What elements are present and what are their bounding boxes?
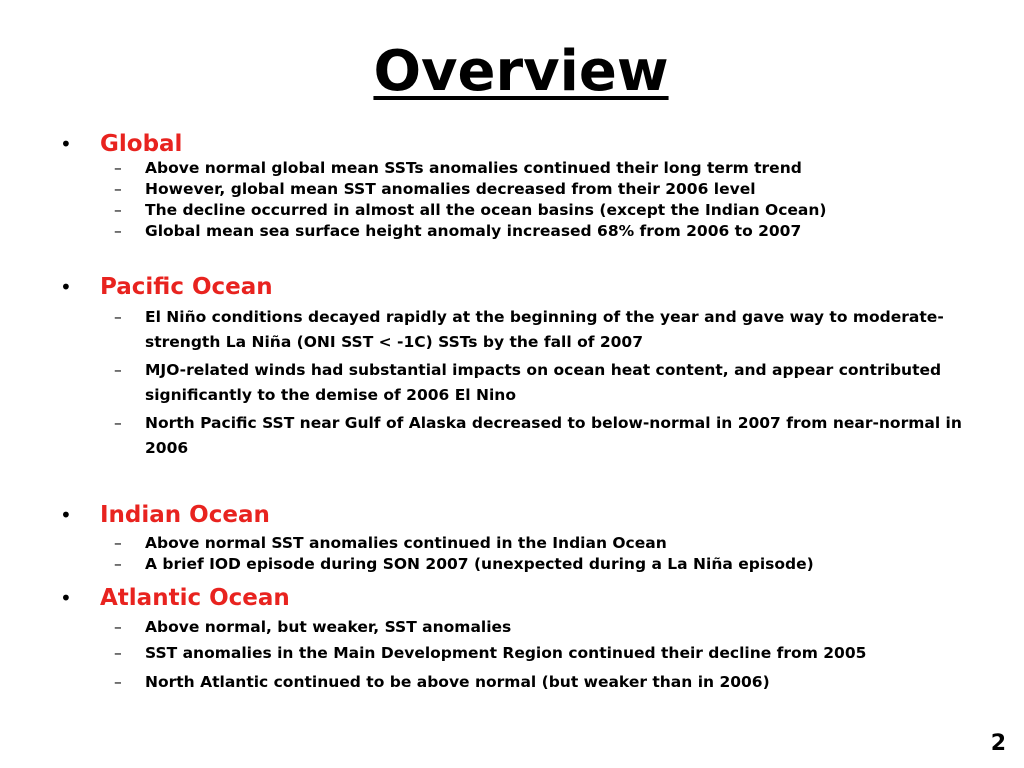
list-item — [114, 672, 974, 692]
bullet-icon: • — [60, 586, 72, 610]
list-item — [114, 158, 974, 178]
section-heading-label: Indian Ocean — [100, 502, 270, 528]
dash-icon: – — [114, 555, 122, 573]
list-item-text: However, global mean SST anomalies decreased from their 2006 level — [145, 180, 756, 198]
dash-icon: – — [114, 180, 122, 198]
list-item-text: El Niño conditions decayed rapidly at the beginning of the year and gave way to moderate-strength La Niña (ONI SST < -1C) SSTs by the fall of 2007 — [145, 308, 944, 351]
bullet-icon: • — [60, 132, 72, 156]
list-item-text: Global mean sea surface height anomaly increased 68% from 2006 to 2007 — [145, 222, 802, 240]
list-item-text: North Atlantic continued to be above normal (but weaker than in 2006) — [145, 673, 770, 691]
dash-icon: – — [114, 201, 122, 219]
list-item-text: MJO-related winds had substantial impacts on ocean heat content, and appear contributed significantly to the demise of 2006 El Nino — [145, 361, 942, 404]
list-item — [114, 179, 974, 199]
slide-title: Overview — [373, 39, 669, 104]
dash-icon: – — [114, 618, 122, 636]
section-heading-label: Pacific Ocean — [100, 274, 273, 300]
list-item-text: The decline occurred in almost all the ocean basins (except the Indian Ocean) — [145, 201, 827, 219]
list-item — [114, 358, 974, 408]
list-item-text: A brief IOD episode during SON 2007 (unexpected during a La Niña episode) — [145, 555, 814, 573]
section-heading-label: Global — [100, 131, 183, 157]
list-item — [114, 617, 974, 637]
list-item — [114, 533, 974, 553]
dash-icon: – — [114, 308, 122, 326]
list-item-text: Above normal, but weaker, SST anomalies — [145, 618, 512, 636]
dash-icon: – — [114, 159, 122, 177]
list-item — [114, 643, 974, 663]
list-item — [114, 554, 974, 574]
dash-icon: – — [114, 414, 122, 432]
dash-icon: – — [114, 644, 122, 662]
section-heading-indian-ocean — [60, 500, 270, 530]
list-item — [114, 200, 974, 220]
section-heading-pacific-ocean — [60, 272, 273, 302]
bullet-icon: • — [60, 275, 72, 299]
list-item — [114, 305, 974, 355]
list-item-text: Above normal SST anomalies continued in the Indian Ocean — [145, 534, 667, 552]
list-item-text: North Pacific SST near Gulf of Alaska decreased to below-normal in 2007 from near-normal in 2006 — [145, 414, 962, 457]
section-heading-label: Atlantic Ocean — [100, 585, 290, 611]
list-item-text: Above normal global mean SSTs anomalies continued their long term trend — [145, 159, 802, 177]
list-item — [114, 221, 974, 241]
dash-icon: – — [114, 534, 122, 552]
list-item-text: SST anomalies in the Main Development Region continued their decline from 2005 — [145, 644, 867, 662]
bullet-icon: • — [60, 503, 72, 527]
dash-icon: – — [114, 222, 122, 240]
page-number: 2 — [990, 731, 1006, 756]
section-heading-atlantic-ocean — [60, 583, 290, 613]
dash-icon: – — [114, 673, 122, 691]
list-item — [114, 411, 974, 461]
dash-icon: – — [114, 361, 122, 379]
section-heading-global — [60, 129, 182, 159]
